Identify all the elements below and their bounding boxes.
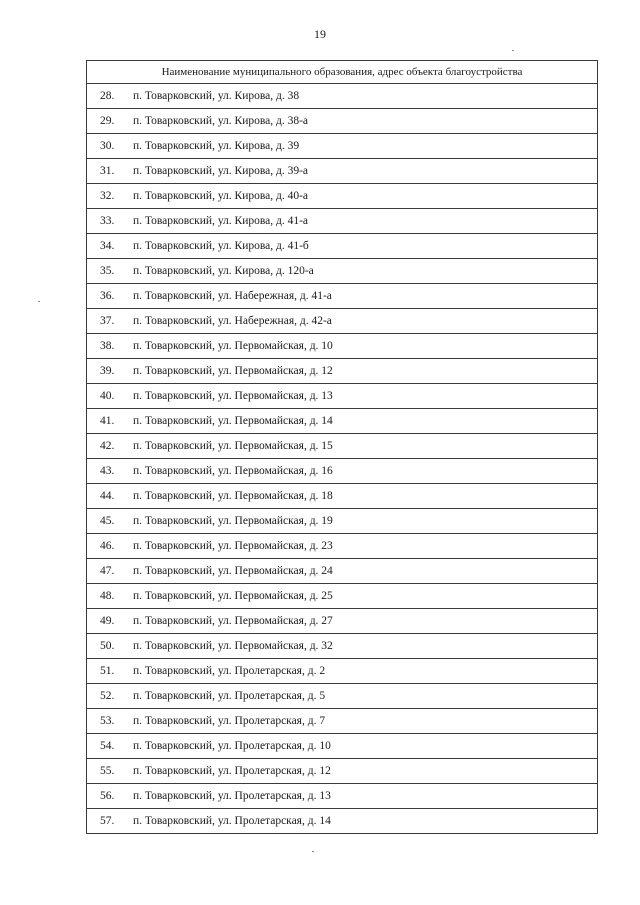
table-row <box>87 184 598 209</box>
table-row <box>87 709 598 734</box>
table-row <box>87 234 598 259</box>
row-number: 41. <box>100 415 115 427</box>
row-address: п. Товарковский, ул. Кирова, д. 39-а <box>133 165 309 177</box>
table-row <box>87 809 598 834</box>
row-address: п. Товарковский, ул. Первомайская, д. 24 <box>133 565 333 577</box>
row-number: 50. <box>100 640 115 652</box>
row-number: 46. <box>100 540 115 552</box>
table-row <box>87 409 598 434</box>
table-row <box>87 259 598 284</box>
row-number: 28. <box>100 90 115 102</box>
row-address: п. Товарковский, ул. Пролетарская, д. 2 <box>133 665 326 677</box>
table-cell <box>87 559 598 584</box>
table-row <box>87 534 598 559</box>
row-number: 43. <box>100 465 115 477</box>
table-cell <box>87 784 598 809</box>
table-row <box>87 284 598 309</box>
page-number: 19 <box>314 27 326 41</box>
row-number: 39. <box>100 365 115 377</box>
row-number: 32. <box>100 190 115 202</box>
row-address: п. Товарковский, ул. Первомайская, д. 18 <box>133 490 333 502</box>
row-number: 47. <box>100 565 115 577</box>
row-address: п. Товарковский, ул. Пролетарская, д. 12 <box>133 765 331 777</box>
row-address: п. Товарковский, ул. Пролетарская, д. 14 <box>133 815 331 827</box>
table-cell <box>87 734 598 759</box>
table-cell <box>87 484 598 509</box>
row-number: 56. <box>100 790 115 802</box>
table-cell <box>87 159 598 184</box>
row-number: 45. <box>100 515 115 527</box>
row-address: п. Товарковский, ул. Первомайская, д. 15 <box>133 440 333 452</box>
row-address: п. Товарковский, ул. Первомайская, д. 23 <box>133 540 333 552</box>
table-cell <box>87 684 598 709</box>
table-cell <box>87 359 598 384</box>
table-row <box>87 584 598 609</box>
table-row <box>87 209 598 234</box>
row-address: п. Товарковский, ул. Пролетарская, д. 10 <box>133 740 331 752</box>
table-cell <box>87 534 598 559</box>
table-row <box>87 459 598 484</box>
table-cell <box>87 584 598 609</box>
row-address: п. Товарковский, ул. Кирова, д. 41-а <box>133 215 309 227</box>
table-row <box>87 759 598 784</box>
table-cell <box>87 209 598 234</box>
row-number: 44. <box>100 490 115 502</box>
table-row <box>87 609 598 634</box>
row-number: 49. <box>100 615 115 627</box>
scan-speck <box>312 851 314 852</box>
row-number: 29. <box>100 115 115 127</box>
table-cell <box>87 759 598 784</box>
row-number: 51. <box>100 665 115 677</box>
row-number: 35. <box>100 265 115 277</box>
table-row <box>87 559 598 584</box>
row-address: п. Товарковский, ул. Пролетарская, д. 5 <box>133 690 326 702</box>
table-row <box>87 384 598 409</box>
table-row <box>87 309 598 334</box>
row-number: 57. <box>100 815 115 827</box>
table-cell <box>87 709 598 734</box>
row-number: 38. <box>100 340 115 352</box>
row-number: 34. <box>100 240 115 252</box>
table-cell <box>87 809 598 834</box>
table-row <box>87 334 598 359</box>
table-row <box>87 684 598 709</box>
table-cell <box>87 434 598 459</box>
table-row <box>87 784 598 809</box>
row-address: п. Товарковский, ул. Первомайская, д. 16 <box>133 465 333 477</box>
table-row <box>87 134 598 159</box>
table-row <box>87 359 598 384</box>
row-address: п. Товарковский, ул. Пролетарская, д. 13 <box>133 790 331 802</box>
row-address: п. Товарковский, ул. Кирова, д. 38-а <box>133 115 309 127</box>
row-number: 55. <box>100 765 115 777</box>
row-address: п. Товарковский, ул. Кирова, д. 38 <box>133 90 300 102</box>
table-cell <box>87 459 598 484</box>
table-cell <box>87 384 598 409</box>
table-cell <box>87 259 598 284</box>
row-number: 48. <box>100 590 115 602</box>
table-header: Наименование муниципального образования, адрес объекта благоустройства <box>87 61 598 84</box>
row-address: п. Товарковский, ул. Первомайская, д. 12 <box>133 365 333 377</box>
table-row <box>87 659 598 684</box>
row-address: п. Товарковский, ул. Кирова, д. 120-а <box>133 265 314 277</box>
table-cell <box>87 309 598 334</box>
table-cell <box>87 84 598 109</box>
row-number: 54. <box>100 740 115 752</box>
table-header-row <box>87 61 598 84</box>
table-row <box>87 634 598 659</box>
row-address: п. Товарковский, ул. Первомайская, д. 13 <box>133 390 333 402</box>
row-address: п. Товарковский, ул. Первомайская, д. 25 <box>133 590 333 602</box>
row-number: 30. <box>100 140 115 152</box>
table-cell <box>87 509 598 534</box>
row-address: п. Товарковский, ул. Кирова, д. 39 <box>133 140 300 152</box>
row-number: 52. <box>100 690 115 702</box>
table-cell <box>87 109 598 134</box>
row-number: 42. <box>100 440 115 452</box>
row-number: 37. <box>100 315 115 327</box>
address-table <box>86 60 598 834</box>
table-row <box>87 484 598 509</box>
row-address: п. Товарковский, ул. Первомайская, д. 14 <box>133 415 333 427</box>
table-cell <box>87 634 598 659</box>
row-number: 33. <box>100 215 115 227</box>
table-cell <box>87 409 598 434</box>
table-cell <box>87 659 598 684</box>
row-address: п. Товарковский, ул. Кирова, д. 40-а <box>133 190 309 202</box>
row-number: 53. <box>100 715 115 727</box>
row-number: 40. <box>100 390 115 402</box>
table-row <box>87 434 598 459</box>
row-address: п. Товарковский, ул. Кирова, д. 41-б <box>133 240 309 252</box>
table-row <box>87 509 598 534</box>
scan-speck <box>512 50 514 51</box>
row-address: п. Товарковский, ул. Первомайская, д. 27 <box>133 615 333 627</box>
table-cell <box>87 284 598 309</box>
table-cell <box>87 334 598 359</box>
row-address: п. Товарковский, ул. Пролетарская, д. 7 <box>133 715 326 727</box>
table-cell <box>87 134 598 159</box>
table-row <box>87 109 598 134</box>
row-address: п. Товарковский, ул. Первомайская, д. 19 <box>133 515 333 527</box>
row-address: п. Товарковский, ул. Набережная, д. 41-а <box>133 290 332 302</box>
row-address: п. Товарковский, ул. Набережная, д. 42-а <box>133 315 332 327</box>
table-cell <box>87 234 598 259</box>
row-address: п. Товарковский, ул. Первомайская, д. 10 <box>133 340 333 352</box>
row-address: п. Товарковский, ул. Первомайская, д. 32 <box>133 640 333 652</box>
row-number: 31. <box>100 165 115 177</box>
table-cell <box>87 184 598 209</box>
scan-speck <box>38 301 40 302</box>
table-row <box>87 734 598 759</box>
table-cell <box>87 609 598 634</box>
table-row <box>87 159 598 184</box>
row-number: 36. <box>100 290 115 302</box>
table-row <box>87 84 598 109</box>
